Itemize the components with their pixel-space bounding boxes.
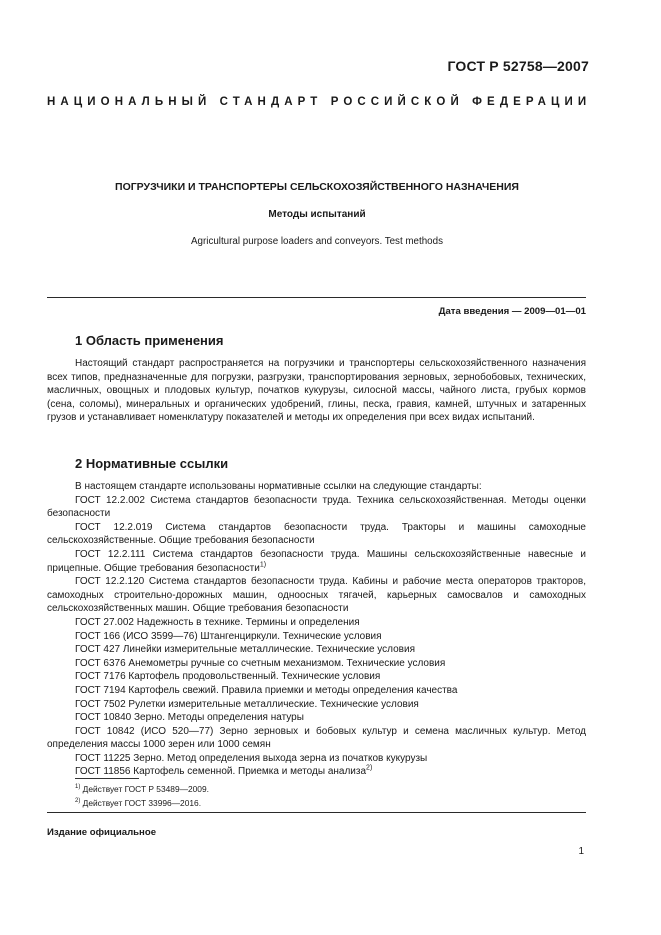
section-1-heading: 1 Область применения — [75, 333, 224, 348]
document-title: ПОГРУЗЧИКИ И ТРАНСПОРТЕРЫ СЕЛЬСКОХОЗЯЙСТВЕННОГО НАЗНАЧЕНИЯ — [115, 181, 519, 193]
references-intro: В настоящем стандарте использованы нормативные ссылки на следующие стандарты: — [75, 481, 482, 492]
reference-item: ГОСТ 11225 Зерно. Метод определения выхода зерна из початков кукурузы — [75, 752, 428, 764]
footnote: $^{1)}$ Действует ГОСТ Р 53489—2009. — [75, 783, 209, 794]
reference-item: ГОСТ 7502 Рулетки измерительные металлические. Технические условия — [75, 698, 419, 710]
official-edition-label: Издание официальное — [47, 827, 157, 838]
page-number: 1 — [578, 846, 584, 857]
reference-item: ГОСТ 11856 Картофель семенной. Приемка и методы анализа$^{2)}$ — [75, 765, 373, 778]
reference-item: ГОСТ 6376 Анемометры ручные со счетным механизмом. Технические условия — [75, 657, 446, 669]
reference-item: ГОСТ 10840 Зерно. Методы определения натуры — [75, 712, 304, 724]
section-2-heading: 2 Нормативные ссылки — [75, 456, 229, 471]
reference-item: ГОСТ 12.2.111 Система стандартов безопасности труда. Машины сельскохозяйственные навесные и прицепные. Общие требования безопасности$^{1)}$ — [47, 548, 586, 574]
national-standard-heading: НАЦИОНАЛЬНЫЙ СТАНДАРТ РОССИЙСКОЙ ФЕДЕРАЦИИ — [47, 96, 592, 108]
reference-item: ГОСТ 7194 Картофель свежий. Правила приемки и методы определения качества — [75, 684, 458, 696]
normative-references — [47, 480, 586, 779]
footnotes — [75, 781, 209, 809]
footnote: $^{2)}$ Действует ГОСТ 33996—2016. — [75, 798, 202, 808]
section-1-body — [47, 357, 586, 425]
reference-item: ГОСТ 12.2.120 Система стандартов безопасности труда. Кабины и рабочие места операторов тракторов, самоходных строительно-дорожных машин, одноосных тягачей, карьерных самосвалов и самоходных сельскохозяйственных машин. Общие требования безопасности — [47, 576, 586, 615]
standard-number: ГОСТ Р 52758—2007 — [447, 58, 589, 74]
reference-item: ГОСТ 166 (ИСО 3599—76) Штангенциркули. Технические условия — [75, 630, 382, 642]
section-1-paragraph: Настоящий стандарт распространяется на погрузчики и транспортеры сельскохозяйственного назначения всех типов, предназначенные для погрузки, разгрузки, транспортирования зерновых, зернобобовых, технических, масличных, овощных и плодовых культур, початков кукурузы, силосной массы, чайного листа, грубых кормов (сена, соломы), минеральных и органических удобрений, глины, песка, гравия, камней, штучных и затаренных грузов и устанавливает номенклатуру показателей и методы их определения при всех видах испытаний. — [47, 358, 586, 424]
reference-item: ГОСТ 427 Линейки измерительные металлические. Технические условия — [75, 644, 415, 656]
introduction-date: Дата введения — 2009—01—01 — [438, 306, 586, 317]
top-divider — [47, 297, 586, 298]
document-subtitle: Методы испытаний — [268, 209, 366, 220]
reference-item: ГОСТ 12.2.019 Система стандартов безопасности труда. Тракторы и машины самоходные сельскохозяйственные. Общие требования безопасности — [47, 521, 586, 547]
reference-item: ГОСТ 27.002 Надежность в технике. Термины и определения — [75, 616, 360, 628]
footnote-mark: 2) — [366, 765, 373, 773]
footnote-divider — [75, 778, 139, 779]
english-title: Agricultural purpose loaders and conveyors. Test methods — [191, 236, 443, 247]
reference-item: ГОСТ 12.2.002 Система стандартов безопасности труда. Техника сельскохозяйственная. Методы оценки безопасности — [47, 494, 586, 520]
reference-item: ГОСТ 7176 Картофель продовольственный. Технические условия — [75, 671, 381, 683]
footnote-mark: 1) — [259, 561, 267, 569]
bottom-divider — [47, 812, 586, 813]
reference-item: ГОСТ 10842 (ИСО 520—77) Зерно зерновых и бобовых культур и семена масличных культур. Метод определения массы 1000 зерен или 1000 семян — [47, 725, 586, 751]
